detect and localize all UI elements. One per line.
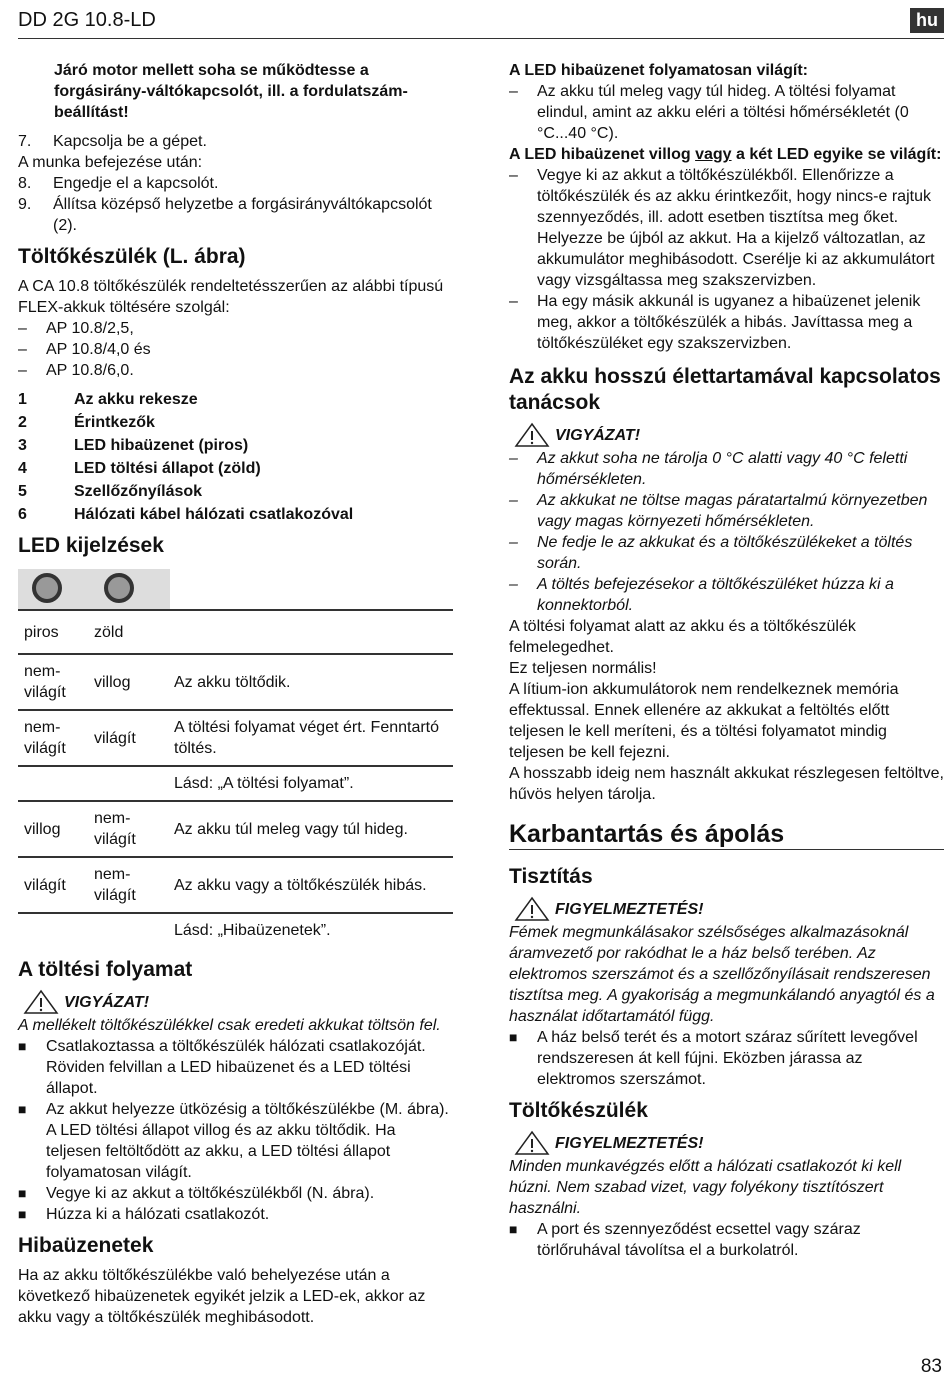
model-item: – AP 10.8/6,0. bbox=[18, 362, 134, 379]
bullet-icon: ■ bbox=[509, 1221, 518, 1237]
charger2-heading: Töltőkészülék bbox=[509, 1099, 648, 1122]
led-row: Lásd: „Hibaüzenetek”. bbox=[174, 922, 331, 939]
model-item: – AP 10.8/4,0 és bbox=[18, 341, 151, 358]
led-blink-item: – Vegye ki az akkut a töltőkészülékből. Ellenőrizze a töltőkészülék és az akku érintkezőit, hogy nincs-e rajtuk szennyeződés, ill. adott esetben tisztítsa meg őket. Helyezze be újból az akkut. Ha a kijelző változatlan, az akkumulátor meghibásodott. Cserélje ki az akkumulátort vagy vizsgáltassa meg szakszervizben. bbox=[509, 167, 935, 289]
process-step: ■ Húzza ki a hálózati csatlakozót. bbox=[18, 1206, 270, 1223]
charger2-item: ■ A port és szennyeződést ecsettel vagy száraz törlőruhával távolítsa el a burkolatról. bbox=[509, 1221, 861, 1259]
process-step: ■ Az akkut helyezze ütközésig a töltőkészülékbe (M. ábra). A LED töltési állapot villog és az akku töltődik. Ha teljesen feltöltődött az akku, a LED töltési állapot folyamatosan világít. bbox=[18, 1101, 449, 1181]
part-item: 2 Érintkezők bbox=[18, 414, 155, 431]
caution-label: VIGYÁZAT! bbox=[555, 426, 641, 444]
step-8: 8. Engedje el a kapcsolót. bbox=[18, 175, 219, 192]
led-row: villog nem-világít Az akku túl meleg vagy túl hideg. bbox=[18, 801, 453, 857]
caution-line bbox=[509, 422, 944, 448]
right-column bbox=[509, 60, 944, 1261]
green-led-icon bbox=[90, 569, 170, 610]
led-cont-item: – Az akku túl meleg vagy túl hideg. A töltési folyamat elindul, amint az akku eléri a töltési hőmérsékletét (0 °C...40 °C). bbox=[509, 83, 909, 142]
process-heading: A töltési folyamat bbox=[18, 958, 193, 981]
bullet-icon: ■ bbox=[18, 1185, 27, 1201]
bullet-icon: ■ bbox=[18, 1101, 27, 1117]
tips-para: A töltési folyamat alatt az akku és a töltőkészülék felmelegedhet. bbox=[509, 618, 856, 656]
red-led-icon bbox=[18, 569, 90, 610]
warning-icon bbox=[18, 989, 64, 1015]
led-blink-heading: A LED hibaüzenet villog vagy a két LED egyike se világít: bbox=[509, 146, 942, 163]
charger-text: A CA 10.8 töltőkészülék rendeltetésszerűen az alábbi típusú FLEX-akkuk töltésére szolgál: bbox=[18, 278, 444, 316]
process-step: ■ Vegye ki az akkut a töltőkészülékből (N. ábra). bbox=[18, 1185, 375, 1202]
error-text: Ha az akku töltőkészülékbe való behelyezése után a következő hibaüzenetek egyikét jelzik a LED-ek, akkor az akku vagy a töltőkészülék meghibásodott. bbox=[18, 1267, 426, 1326]
warning-icon bbox=[509, 422, 555, 448]
motor-warning: Járó motor mellett soha se működtesse a forgásirány-váltókapcsolót, ill. a fordulatszám-beállítást! bbox=[54, 62, 408, 121]
error-heading: Hibaüzenetek bbox=[18, 1234, 154, 1257]
tips-heading: Az akku hosszú élettartamával kapcsolatos tanácsok bbox=[509, 365, 941, 414]
bullet-icon: ■ bbox=[18, 1038, 27, 1054]
warning-line bbox=[509, 896, 944, 922]
led-heading: LED kijelzések bbox=[18, 534, 164, 557]
warning-label: FIGYELMEZTETÉS! bbox=[555, 1134, 704, 1152]
after-work: A munka befejezése után: bbox=[18, 154, 203, 171]
cleaning-item: ■ A ház belső terét és a motort száraz sűrített levegővel rendszeresen át kell fújni. Eközben járassa az elektromos szerszámot. bbox=[509, 1029, 918, 1088]
page-header bbox=[18, 8, 944, 39]
led-icon-row bbox=[18, 569, 453, 610]
caution-label: VIGYÁZAT! bbox=[64, 993, 150, 1011]
bullet-icon: ■ bbox=[509, 1029, 518, 1045]
col-red: piros bbox=[18, 610, 90, 654]
led-table bbox=[18, 569, 453, 947]
tips-para: A lítium-ion akkumulátorok nem rendelkeznek memória effektussal. Ennek ellenére az akkukat a feltöltés előtt teljesen le kell meríteni, és a töltési folyamatot mindig teljesen be kell fejezni. bbox=[509, 681, 899, 761]
model-item: – AP 10.8/2,5, bbox=[18, 320, 134, 337]
step-9: 9. Állítsa középső helyzetbe a forgásirányváltókapcsolót (2). bbox=[18, 196, 432, 234]
tip-item: – A töltés befejezésekor a töltőkészüléket húzza ki a konnektorból. bbox=[509, 576, 894, 614]
part-item: 1 Az akku rekesze bbox=[18, 391, 198, 408]
warning-label: FIGYELMEZTETÉS! bbox=[555, 900, 704, 918]
led-row: Lásd: „A töltési folyamat”. bbox=[18, 766, 453, 801]
parts-list bbox=[18, 389, 453, 525]
left-column bbox=[18, 60, 453, 1328]
led-continuous-heading: A LED hibaüzenet folyamatosan világít: bbox=[509, 62, 809, 79]
part-item: 5 Szellőzőnyílások bbox=[18, 483, 203, 500]
doc-title: DD 2G 10.8-LD bbox=[18, 9, 156, 31]
part-item: 3 LED hibaüzenet (piros) bbox=[18, 437, 249, 454]
maintenance-heading: Karbantartás és ápolás bbox=[509, 820, 785, 848]
part-item: 4 LED töltési állapot (zöld) bbox=[18, 460, 261, 477]
tip-item: – Ne fedje le az akkukat és a töltőkészülékeket a töltés során. bbox=[509, 534, 913, 572]
col-green: zöld bbox=[90, 610, 170, 654]
tips-para: Ez teljesen normális! bbox=[509, 660, 657, 677]
led-header-row bbox=[18, 610, 453, 654]
led-blink-item: – Ha egy másik akkunál is ugyanez a hibaüzenet jelenik meg, akkor a töltőkészülék a hibás. Javíttassa meg a töltőkészüléket egy szakszervizben. bbox=[509, 293, 921, 352]
warning-icon bbox=[509, 896, 555, 922]
warning-icon bbox=[509, 1130, 555, 1156]
tip-item: – Az akkut soha ne tárolja 0 °C alatti vagy 40 °C feletti hőmérsékleten. bbox=[509, 450, 908, 488]
process-warning: A mellékelt töltőkészülékkel csak eredeti akkukat töltsön fel. bbox=[18, 1017, 441, 1034]
led-row: nem-világít világít A töltési folyamat véget ért. Fenntartó töltés. bbox=[18, 710, 453, 766]
cleaning-warning: Fémek megmunkálásakor szélsőséges alkalmazásoknál áramvezető por rakódhat le a ház belső terében. Az elektromos szerszámot és a szellőzőnyílásait rendszeresen tisztítsa meg. A gyakoriság a megmunkálandó anyagtól és a használat időtartamától függ. bbox=[509, 924, 935, 1025]
caution-line bbox=[18, 989, 453, 1015]
language-badge: hu bbox=[910, 8, 944, 33]
warning-line bbox=[509, 1130, 944, 1156]
led-row: világít nem-világít Az akku vagy a töltőkészülék hibás. bbox=[18, 857, 453, 913]
tip-item: – Az akkukat ne töltse magas páratartalmú környezetben vagy magas környezeti hőmérsékleten. bbox=[509, 492, 928, 530]
cleaning-heading: Tisztítás bbox=[509, 865, 593, 888]
charger-heading: Töltőkészülék (L. ábra) bbox=[18, 245, 246, 268]
tips-para: A hosszabb ideig nem használt akkukat részlegesen feltöltve, hűvös helyen tárolja. bbox=[509, 765, 944, 803]
charger2-warning: Minden munkavégzés előtt a hálózati csatlakozót ki kell húzni. Nem szabad vizet, vagy folyékony tisztítószert használni. bbox=[509, 1158, 902, 1217]
part-item: 6 Hálózati kábel hálózati csatlakozóval bbox=[18, 506, 354, 523]
process-step: ■ Csatlakoztassa a töltőkészülék hálózati csatlakozóját. Röviden felvillan a LED hibaüzenet és a LED töltési állapot. bbox=[18, 1038, 426, 1097]
bullet-icon: ■ bbox=[18, 1206, 27, 1222]
page-number: 83 bbox=[920, 1356, 942, 1377]
led-row: nem-világít villog Az akku töltődik. bbox=[18, 654, 453, 710]
step-7: 7. Kapcsolja be a gépet. bbox=[18, 133, 207, 150]
